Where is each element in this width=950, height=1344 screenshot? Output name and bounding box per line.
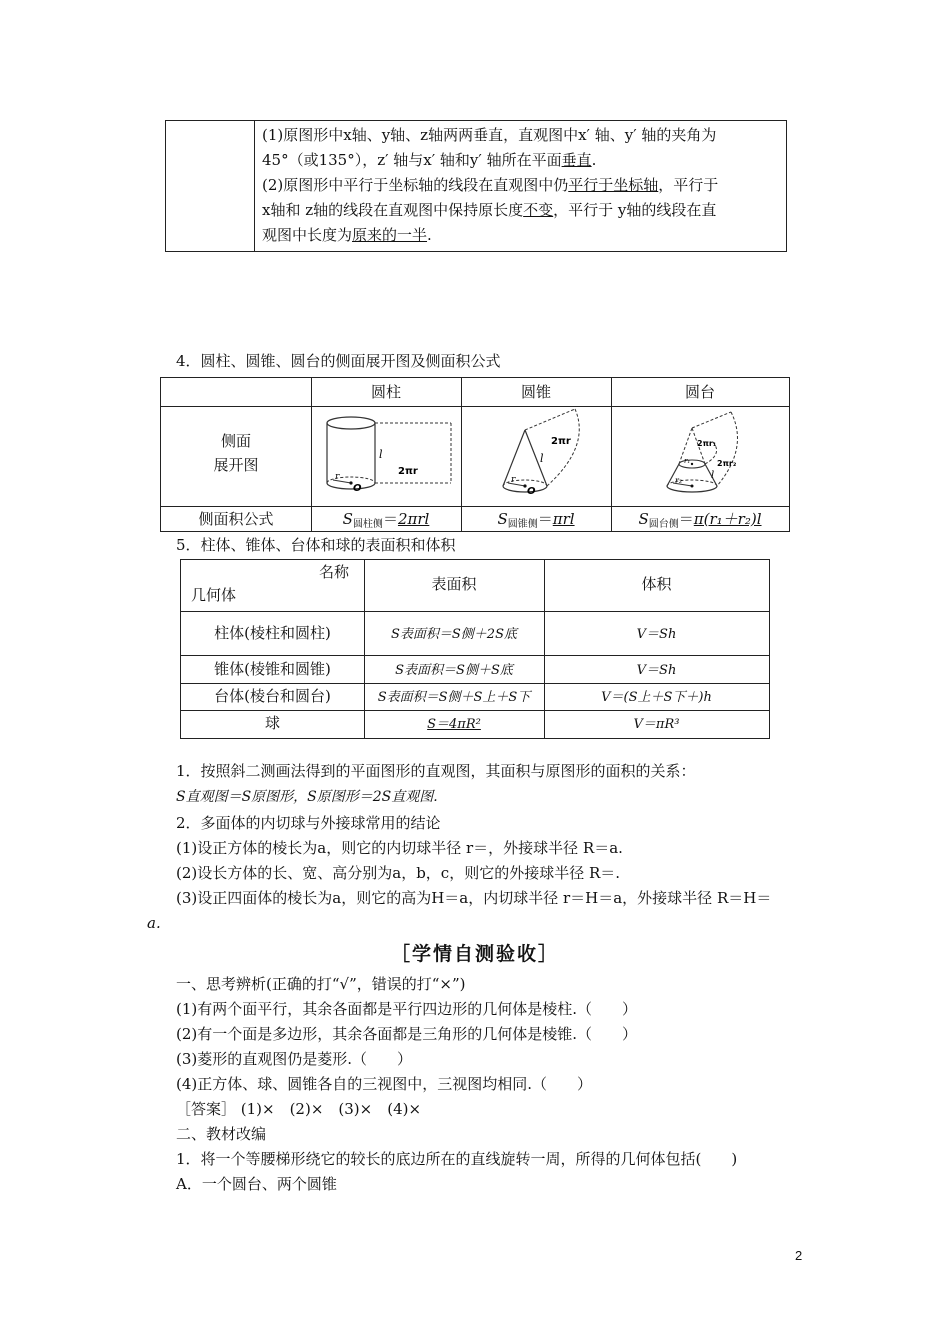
formula-cone: $S_{圆锥侧}=\pi rl$ — [497, 510, 575, 530]
part-2-option-a: A．一个圆台、两个圆锥 — [176, 1175, 337, 1193]
rule-2-line-2: x轴和 z轴的线段在直观图中保持原长度不变，平行于 y轴的线段在直 — [262, 201, 717, 219]
cone-net-figure — [463, 408, 609, 504]
lateral-surface-table — [160, 377, 790, 532]
cylinder-net-figure — [313, 408, 459, 504]
formula-cylinder: $S_{圆柱侧}=2\pi rl$ — [342, 510, 430, 530]
surface-volume-table — [180, 559, 770, 739]
table-row-frustum-volume: V＝(S上＋S下＋)h — [601, 690, 712, 705]
table-row-prism-volume: V＝Sh — [636, 627, 677, 642]
note-1: 1．按照斜二测画法得到的平面图形的直观图，其面积与原图形的面积的关系： — [176, 762, 696, 780]
cone-l-label: l — [540, 452, 544, 465]
part-1-title: 一、思考辨析(正确的打“√”，错误的打“×”) — [176, 975, 466, 993]
table-row-frustum-area: S表面积＝S侧＋S上＋S下 — [377, 690, 531, 705]
table-row-pyramid-area: S表面积＝S侧＋S底 — [395, 663, 513, 678]
part-2-title: 二、教材改编 — [176, 1125, 267, 1143]
header-volume: 体积 — [641, 575, 672, 593]
header-cylinder: 圆柱 — [370, 383, 401, 401]
note-2-title: 2．多面体的内切球与外接球常用的结论 — [176, 814, 441, 832]
note-2-item-1: (1)设正方体的棱长为a，则它的内切球半径 r＝，外接球半径 R＝a. — [176, 839, 623, 857]
cone-circ-label: 2πr — [551, 436, 571, 447]
section-4-title: 4．圆柱、圆锥、圆台的侧面展开图及侧面积公式 — [176, 352, 501, 370]
note-1-formula: S直观图＝S原图形，S原图形＝2S直观图. — [176, 789, 438, 805]
frustum-c2-label: 2πr₂ — [717, 459, 737, 468]
projection-rules-table — [165, 120, 787, 252]
header-surface-area: 表面积 — [431, 575, 477, 593]
row-label-net-line2: 展开图 — [213, 456, 259, 474]
cyl-l-label: l — [379, 448, 383, 461]
frustum-l-label: l — [711, 470, 715, 481]
part-2-question-1: 1．将一个等腰梯形绕它的较长的底边所在的直线旋转一周，所得的几何体包括( ) — [176, 1150, 738, 1168]
page-number: 2 — [795, 1248, 803, 1263]
table-divider — [161, 406, 789, 407]
answer-line: ［答案］ (1)× (2)× (3)× (4)× — [176, 1100, 422, 1118]
row-label-net-line1: 侧面 — [220, 432, 251, 450]
note-2-item-3-wrap: a. — [147, 914, 161, 932]
cyl-circ-label: 2πr — [398, 466, 418, 477]
frustum-c1-label: 2πr₁ — [697, 439, 717, 448]
cone-r-label: r — [511, 475, 516, 485]
frustum-net-figure — [613, 408, 789, 504]
question-3: (3)菱形的直观图仍是菱形.（ ） — [176, 1050, 413, 1068]
table-divider — [181, 655, 769, 656]
rule-1-line-1: (1)原图形中x轴、y轴、z轴两两垂直，直观图中x′ 轴、y′ 轴的夹角为 — [262, 126, 717, 144]
corner-header-name: 名称 — [319, 563, 350, 581]
table-divider — [181, 611, 769, 612]
table-row-prism-name: 柱体(棱柱和圆柱) — [214, 624, 331, 642]
table-row-prism-area: S表面积＝S侧＋2S底 — [391, 627, 517, 642]
table-row-pyramid-name: 锥体(棱锥和圆锥) — [214, 660, 331, 678]
formula-frustum: $S_{圆台侧}=\pi(r_1+r_2)l$ — [638, 510, 762, 530]
table-row-pyramid-volume: V＝Sh — [636, 663, 677, 678]
question-4: (4)正方体、球、圆锥各自的三视图中，三视图均相同.（ ） — [176, 1075, 593, 1093]
header-frustum: 圆台 — [684, 383, 715, 401]
rule-2-line-1: (2)原图形中平行于坐标轴的线段在直观图中仍平行于坐标轴，平行于 — [262, 176, 719, 194]
table-divider — [181, 710, 769, 711]
cyl-o-label: O — [353, 483, 362, 494]
cone-o-label: O — [527, 486, 536, 497]
frustum-r1-label: r₁ — [684, 457, 691, 465]
table-row-sphere-volume: V＝πR³ — [633, 717, 680, 732]
frustum-r2-label: r₂ — [675, 476, 683, 485]
header-cone: 圆锥 — [520, 383, 551, 401]
table-row-frustum-name: 台体(棱台和圆台) — [214, 687, 331, 705]
question-2: (2)有一个面是多边形，其余各面都是三角形的几何体是棱锥.（ ） — [176, 1025, 638, 1043]
table-row-sphere-area: S＝4πR² — [427, 717, 481, 732]
table-divider — [181, 683, 769, 684]
self-test-heading: ［学情自测验收］ — [390, 943, 559, 965]
note-2-item-3: (3)设正四面体的棱长为a，则它的高为H＝a，内切球半径 r＝H＝a，外接球半径 R＝H＝ — [176, 889, 772, 907]
cyl-r-label: r — [335, 472, 340, 482]
table-row-sphere-name: 球 — [264, 714, 280, 732]
note-2-item-2: (2)设长方体的长、宽、高分别为a，b，c，则它的外接球半径 R＝. — [176, 864, 621, 882]
row-label-formula: 侧面积公式 — [198, 510, 274, 528]
question-1: (1)有两个面平行，其余各面都是平行四边形的几何体是棱柱.（ ） — [176, 1000, 638, 1018]
table-divider — [161, 506, 789, 507]
corner-header-solid: 几何体 — [191, 586, 237, 604]
rule-1-line-2: 45°（或135°），z′ 轴与x′ 轴和y′ 轴所在平面垂直. — [262, 151, 597, 169]
rule-2-line-3: 观图中长度为原来的一半. — [262, 226, 432, 244]
section-5-title: 5．柱体、锥体、台体和球的表面积和体积 — [176, 536, 456, 554]
table-divider — [254, 121, 255, 251]
